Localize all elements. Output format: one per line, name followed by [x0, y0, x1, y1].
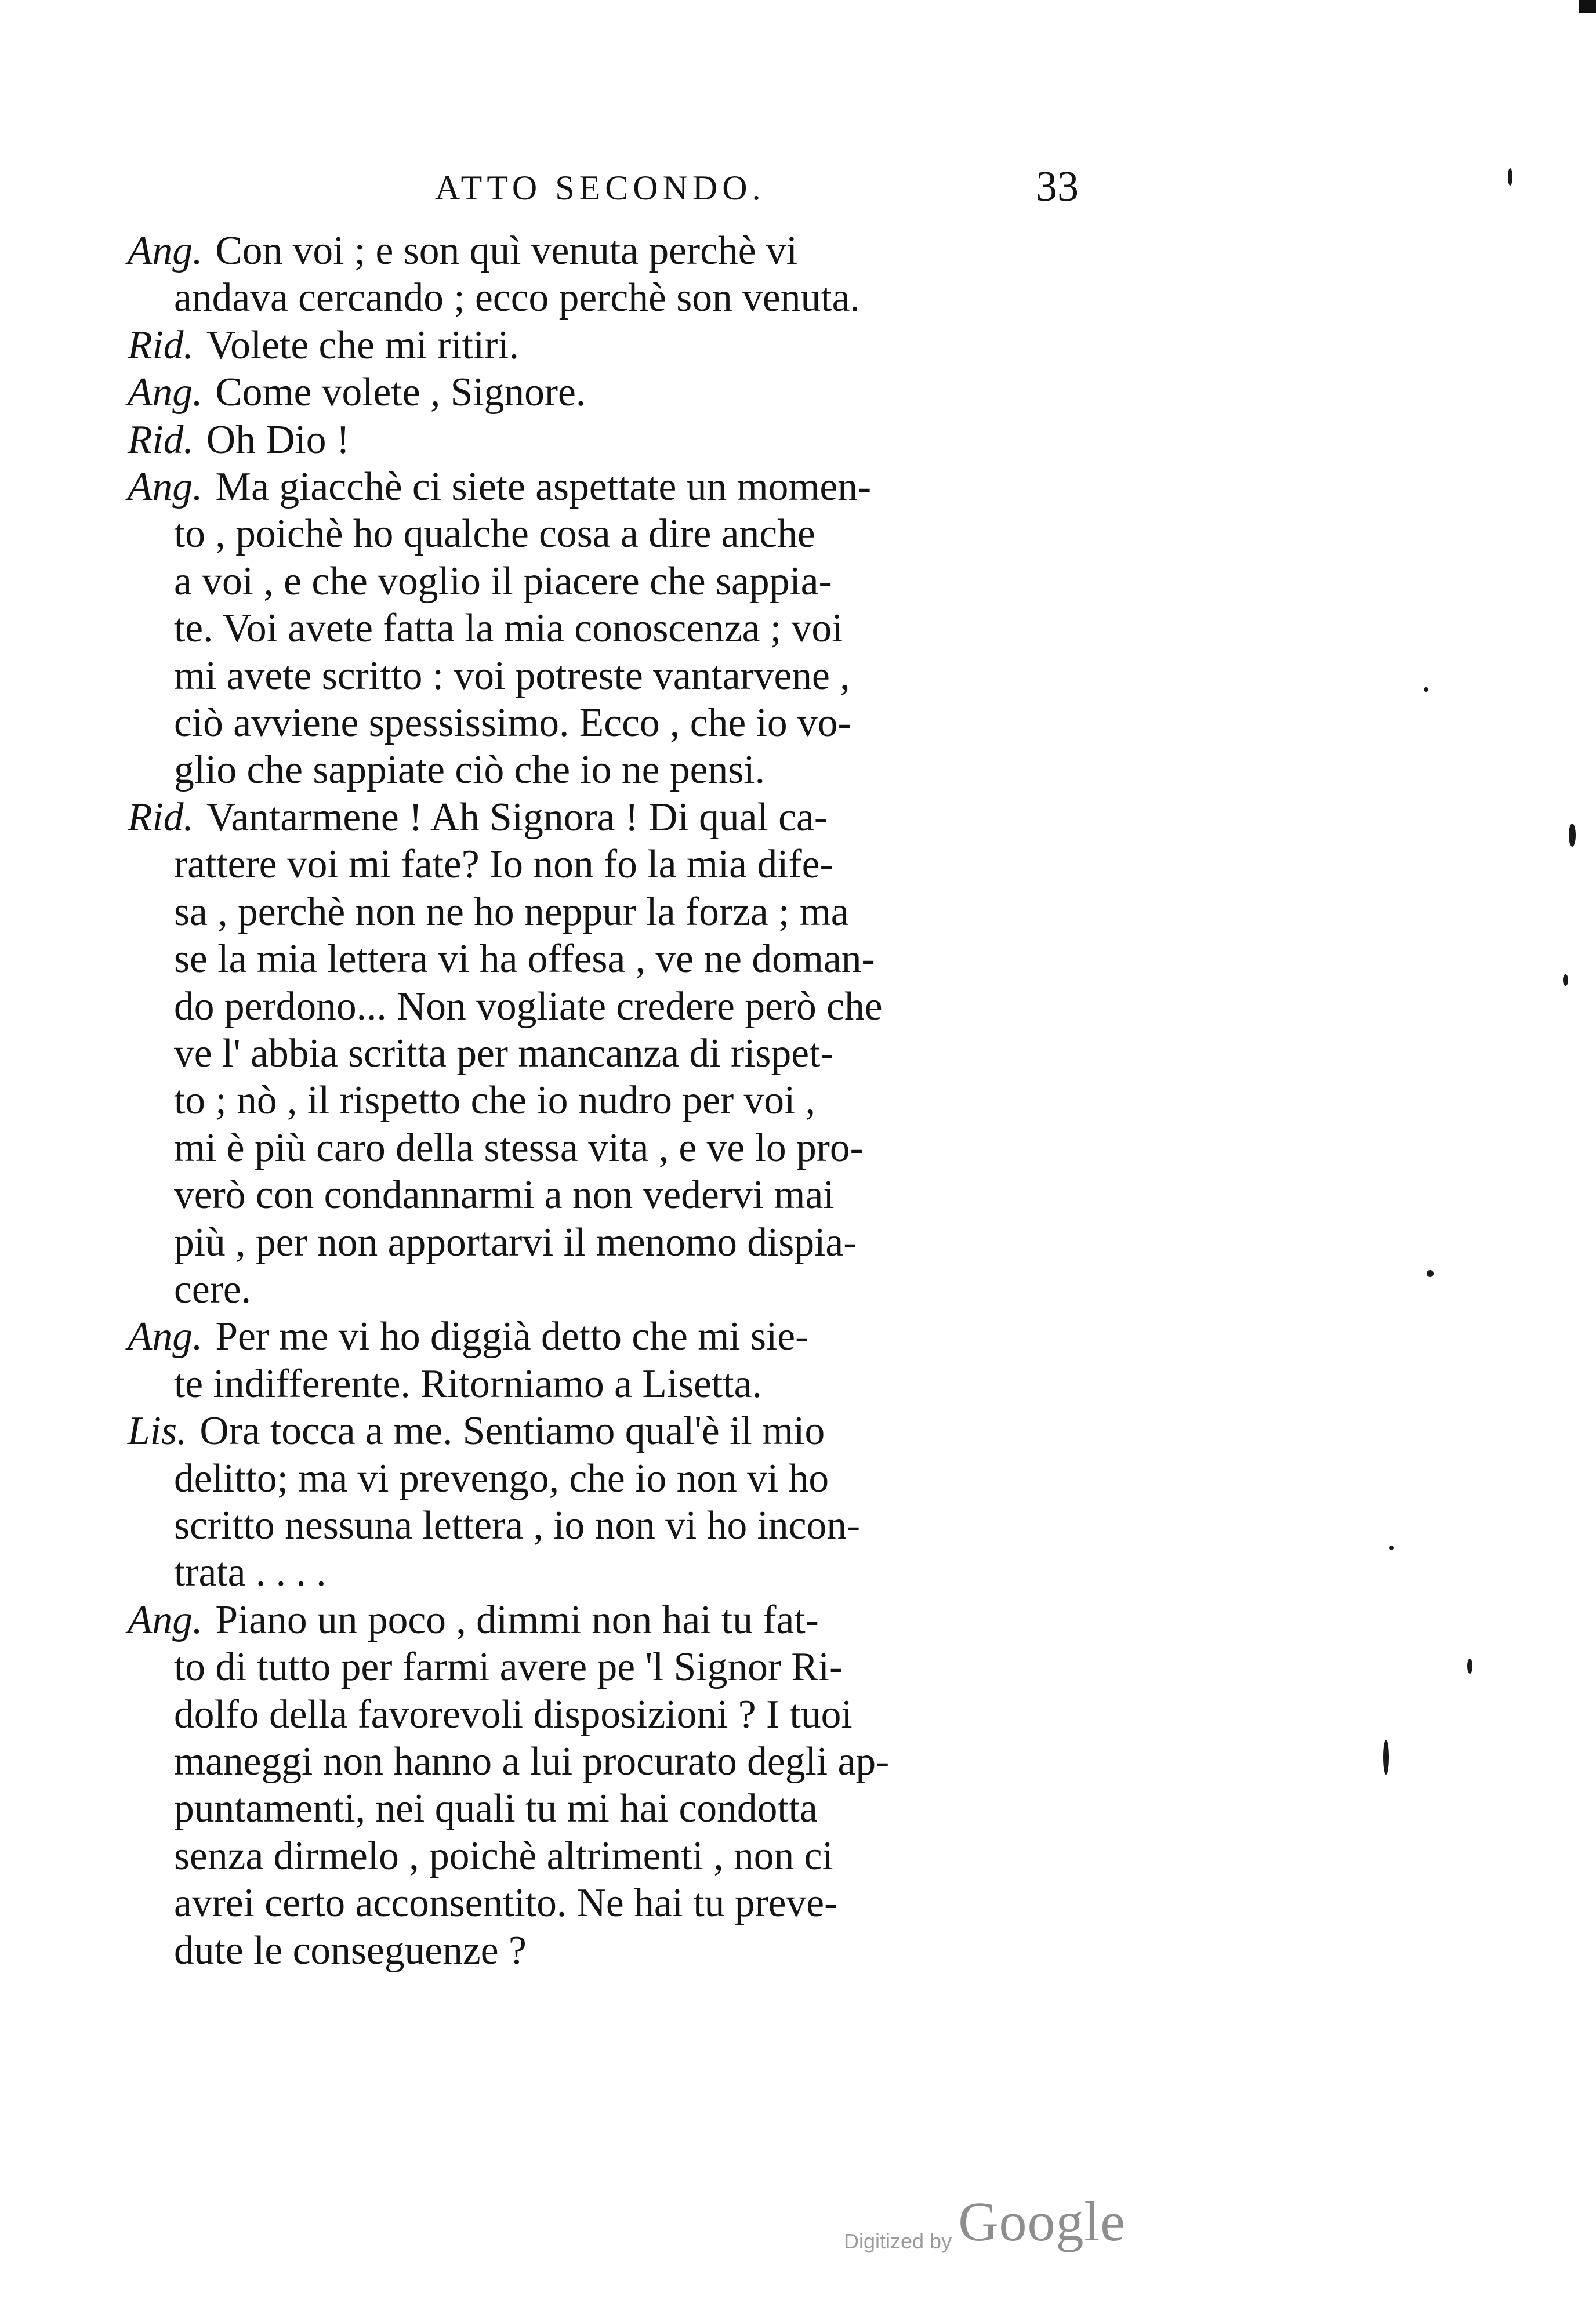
text-line	[128, 1927, 1067, 1974]
speech-paragraph	[128, 1408, 1067, 1597]
line-text: cere.	[174, 1267, 252, 1312]
running-head	[116, 163, 1079, 215]
line-text: mi è più caro della stessa vita , e ve lo pro-	[174, 1125, 864, 1170]
speech-paragraph	[128, 416, 1067, 463]
line-text: trata . . . .	[174, 1550, 327, 1595]
text-line	[128, 746, 1067, 793]
text-line	[128, 1644, 1067, 1691]
speaker-label: Ang.	[128, 1597, 203, 1642]
text-line	[128, 652, 1067, 699]
speaker-label: Ang.	[128, 370, 203, 415]
speaker-label: Rid.	[128, 322, 194, 368]
text-line	[128, 1266, 1067, 1313]
speech-paragraph	[128, 227, 1067, 322]
scan-speck	[1389, 1546, 1394, 1550]
line-text: senza dirmelo , poichè altrimenti , non ci	[174, 1833, 833, 1878]
scan-speck	[1427, 1270, 1434, 1277]
text-line	[128, 227, 1067, 274]
line-text: avrei certo acconsentito. Ne hai tu preve-	[174, 1881, 838, 1926]
speaker-label: Ang.	[128, 228, 203, 273]
text-line	[128, 1549, 1067, 1596]
dialogue-text	[128, 227, 1067, 1974]
speaker-label: Ang.	[128, 465, 203, 510]
line-text: do perdono... Non vogliate credere però che	[174, 984, 883, 1029]
line-text: Come volete , Signore.	[215, 370, 586, 415]
google-logo: Google	[958, 2190, 1126, 2252]
line-text: mi avete scritto : voi potreste vantarvene ,	[174, 653, 850, 698]
scan-speck	[1467, 1659, 1472, 1674]
text-line	[128, 1030, 1067, 1077]
speaker-label: Rid.	[128, 417, 194, 462]
text-line	[128, 1597, 1067, 1644]
line-text: se la mia lettera vi ha offesa , ve ne doman-	[174, 937, 875, 982]
text-line	[128, 558, 1067, 605]
line-text: to , poichè ho qualche cosa a dire anche	[174, 512, 815, 557]
text-line	[128, 1219, 1067, 1266]
line-text: sa , perchè non ne ho neppur la forza ; ma	[174, 889, 849, 934]
watermark-prefix: Digitized by	[844, 2229, 952, 2253]
text-line	[128, 463, 1067, 510]
page-number: 33	[1036, 163, 1079, 211]
line-text: andava cercando ; ecco perchè son venuta.	[174, 275, 860, 321]
line-text: Per me vi ho diggià detto che mi sie-	[215, 1314, 809, 1359]
speech-paragraph	[128, 322, 1067, 369]
line-text: ve l' abbia scritta per mancanza di rispet-	[174, 1031, 834, 1076]
text-line	[128, 416, 1067, 463]
speech-paragraph	[128, 369, 1067, 416]
scan-speck	[1383, 1740, 1389, 1775]
line-text: to di tutto per farmi avere pe 'l Signor Ri-	[174, 1645, 843, 1690]
page-header-title: ATTO SECONDO.	[435, 169, 766, 207]
line-text: delitto; ma vi prevengo, che io non vi ho	[174, 1456, 829, 1501]
text-line	[128, 1313, 1067, 1360]
line-text: Volete che mi ritiri.	[206, 322, 520, 368]
line-text: te indifferente. Ritorniamo a Lisetta.	[174, 1361, 762, 1406]
text-line	[128, 1455, 1067, 1502]
text-line	[128, 1408, 1067, 1454]
line-text: Piano un poco , dimmi non hai tu fat-	[215, 1597, 819, 1642]
speaker-label: Lis.	[128, 1409, 187, 1454]
speech-paragraph	[128, 1597, 1067, 1974]
text-line	[128, 1502, 1067, 1549]
text-line	[128, 841, 1067, 888]
text-line	[128, 274, 1067, 321]
line-text: to ; nò , il rispetto che io nudro per voi ,	[174, 1078, 816, 1123]
text-line	[128, 1125, 1067, 1171]
text-line	[128, 935, 1067, 982]
line-text: puntamenti, nei quali tu mi hai condotta	[174, 1786, 818, 1831]
edge-smudge	[1579, 0, 1596, 13]
text-line	[128, 1077, 1067, 1124]
text-line	[128, 322, 1067, 369]
text-line	[128, 794, 1067, 841]
line-text: Con voi ; e son quì venuta perchè vi	[215, 228, 798, 273]
line-text: Vantarmene ! Ah Signora ! Di qual ca-	[206, 795, 828, 840]
text-line	[128, 605, 1067, 652]
speech-paragraph	[128, 463, 1067, 794]
speech-paragraph	[128, 1313, 1067, 1408]
line-text: glio che sappiate ciò che io ne pensi.	[174, 748, 765, 793]
text-line	[128, 1361, 1067, 1408]
text-line	[128, 1880, 1067, 1927]
text-line	[128, 1785, 1067, 1832]
line-text: Ora tocca a me. Sentiamo qual'è il mio	[200, 1409, 825, 1454]
text-line	[128, 699, 1067, 746]
text-line	[128, 888, 1067, 935]
line-text: ciò avviene spessissimo. Ecco , che io vo-	[174, 701, 851, 746]
line-text: Oh Dio !	[206, 417, 350, 462]
line-text: Ma giacchè ci siete aspettate un momen-	[215, 465, 872, 510]
line-text: maneggi non hanno a lui procurato degli ap-	[174, 1739, 890, 1784]
scan-speck	[1569, 824, 1576, 847]
text-line	[128, 1833, 1067, 1880]
text-line	[128, 510, 1067, 557]
line-text: scritto nessuna lettera , io non vi ho incon-	[174, 1503, 861, 1548]
scan-speck	[1563, 974, 1568, 986]
text-line	[128, 1738, 1067, 1785]
digitization-watermark	[844, 2189, 1126, 2253]
line-text: verò con condannarmi a non vedervi mai	[174, 1173, 835, 1218]
line-text: dute le conseguenze ?	[174, 1928, 527, 1973]
line-text: dolfo della favorevoli disposizioni ? I tuoi	[174, 1692, 853, 1737]
scan-speck	[1424, 687, 1428, 692]
text-line	[128, 1691, 1067, 1738]
line-text: più , per non apportarvi il menomo dispia-	[174, 1220, 857, 1265]
text-line	[128, 1171, 1067, 1218]
scan-speck	[1508, 168, 1512, 186]
speech-paragraph	[128, 794, 1067, 1313]
line-text: te. Voi avete fatta la mia conoscenza ; voi	[174, 606, 843, 651]
line-text: a voi , e che voglio il piacere che sappia-	[174, 558, 832, 604]
text-line	[128, 369, 1067, 416]
text-line	[128, 983, 1067, 1030]
speaker-label: Ang.	[128, 1314, 203, 1359]
line-text: rattere voi mi fate? Io non fo la mia dife-	[174, 842, 833, 887]
speaker-label: Rid.	[128, 795, 194, 840]
